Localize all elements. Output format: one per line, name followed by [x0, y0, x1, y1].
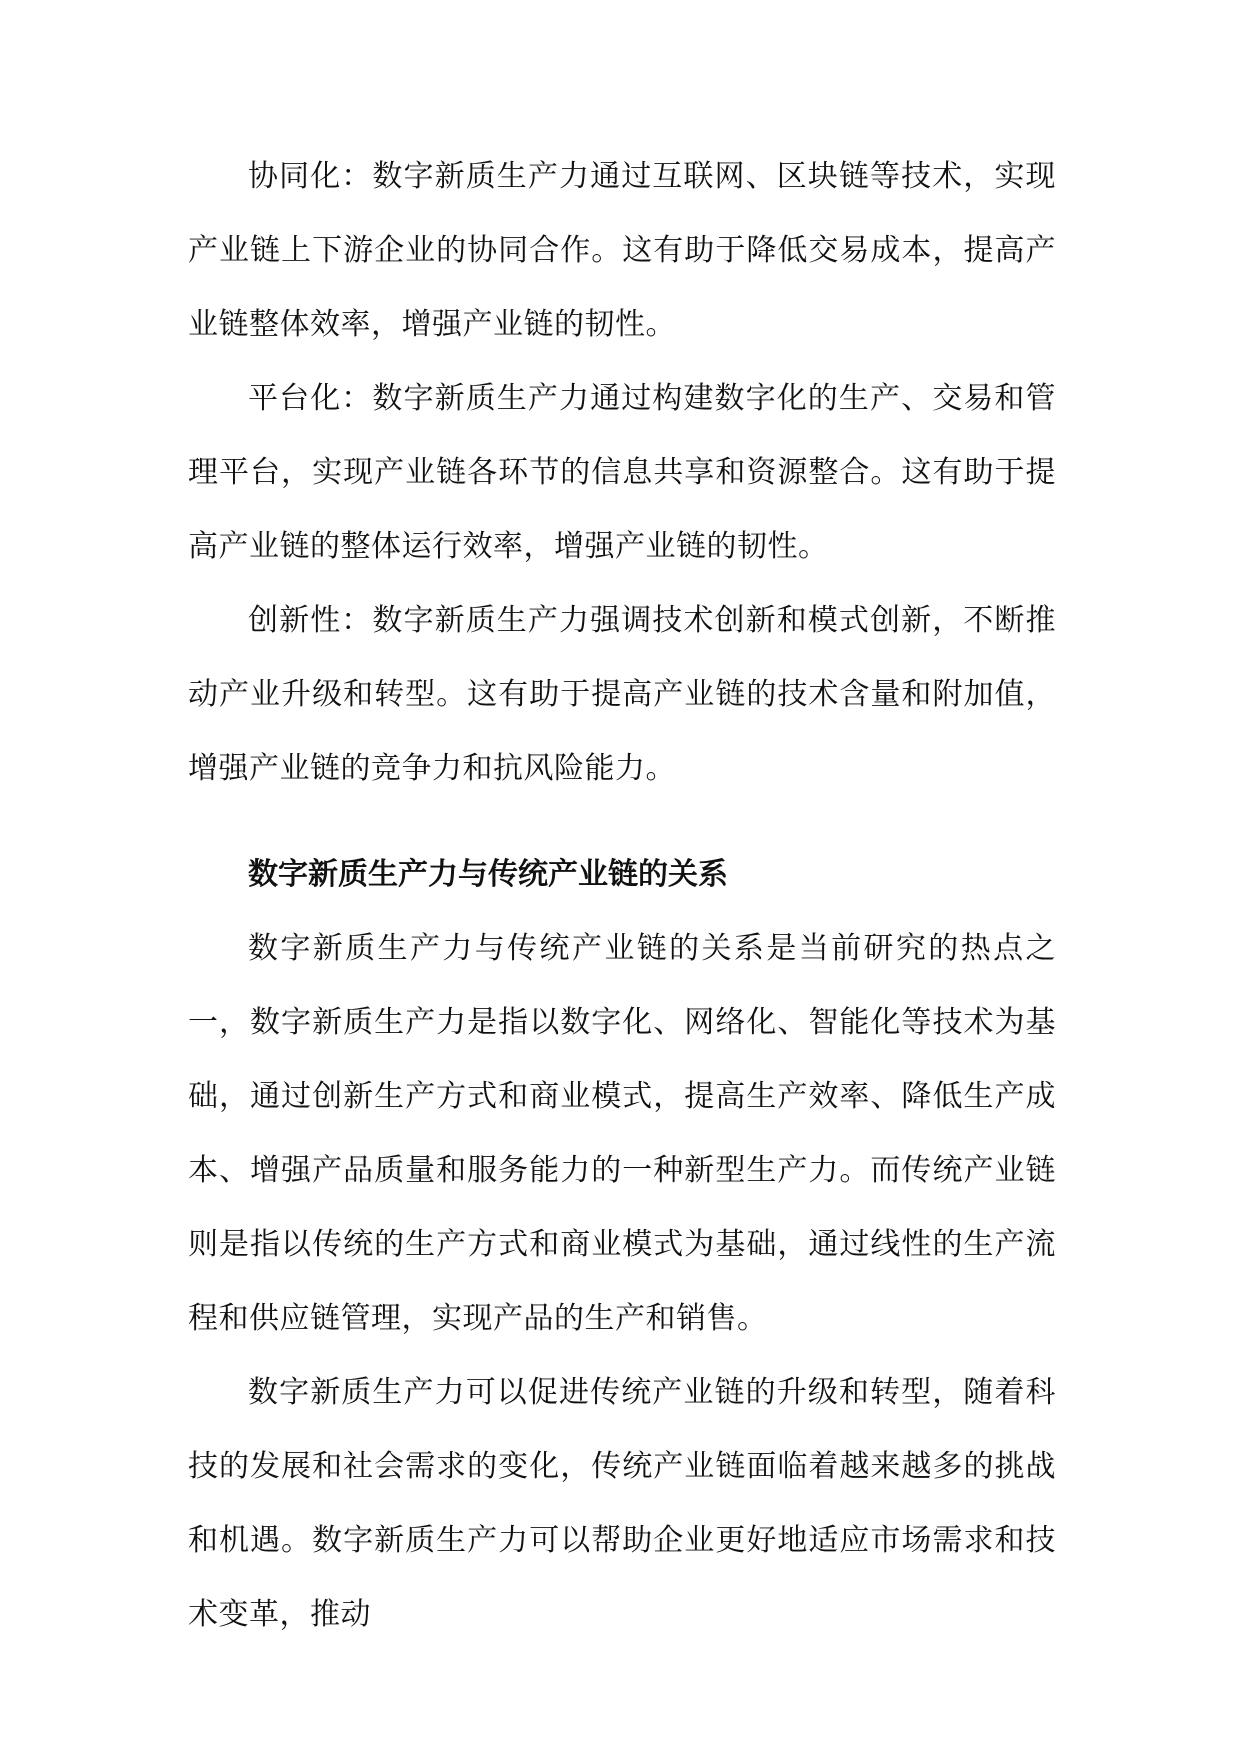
- paragraph-relationship: 数字新质生产力与传统产业链的关系是当前研究的热点之一，数字新质生产力是指以数字化、网络化、智能化等技术为基础，通过创新生产方式和商业模式，提高生产效率、降低生产成本、增强产品质量和服务能力的一种新型生产力。而传统产业链则是指以传统的生产方式和商业模式为基础，通过线性的生产流程和供应链管理，实现产品的生产和销售。: [188, 931, 1056, 1336]
- paragraph-platform: 平台化：数字新质生产力通过构建数字化的生产、交易和管理平台，实现产业链各环节的信息共享和资源整合。这有助于提高产业链的整体运行效率，增强产业链的韧性。: [188, 381, 1056, 564]
- paragraph-innovation: 创新性：数字新质生产力强调技术创新和模式创新，不断推动产业升级和转型。这有助于提高产业链的技术含量和附加值，增强产业链的竞争力和抗风险能力。: [188, 603, 1056, 786]
- document-body: [188, 140, 1056, 1652]
- paragraph-upgrade: 数字新质生产力可以促进传统产业链的升级和转型，随着科技的发展和社会需求的变化，传统产业链面临着越来越多的挑战和机遇。数字新质生产力可以帮助企业更好地适应市场需求和技术变革，推动: [188, 1375, 1056, 1632]
- paragraph-collaboration: 协同化：数字新质生产力通过互联网、区块链等技术，实现产业链上下游企业的协同合作。这有助于降低交易成本，提高产业链整体效率，增强产业链的韧性。: [188, 159, 1056, 342]
- section-heading: 数字新质生产力与传统产业链的关系: [248, 857, 728, 892]
